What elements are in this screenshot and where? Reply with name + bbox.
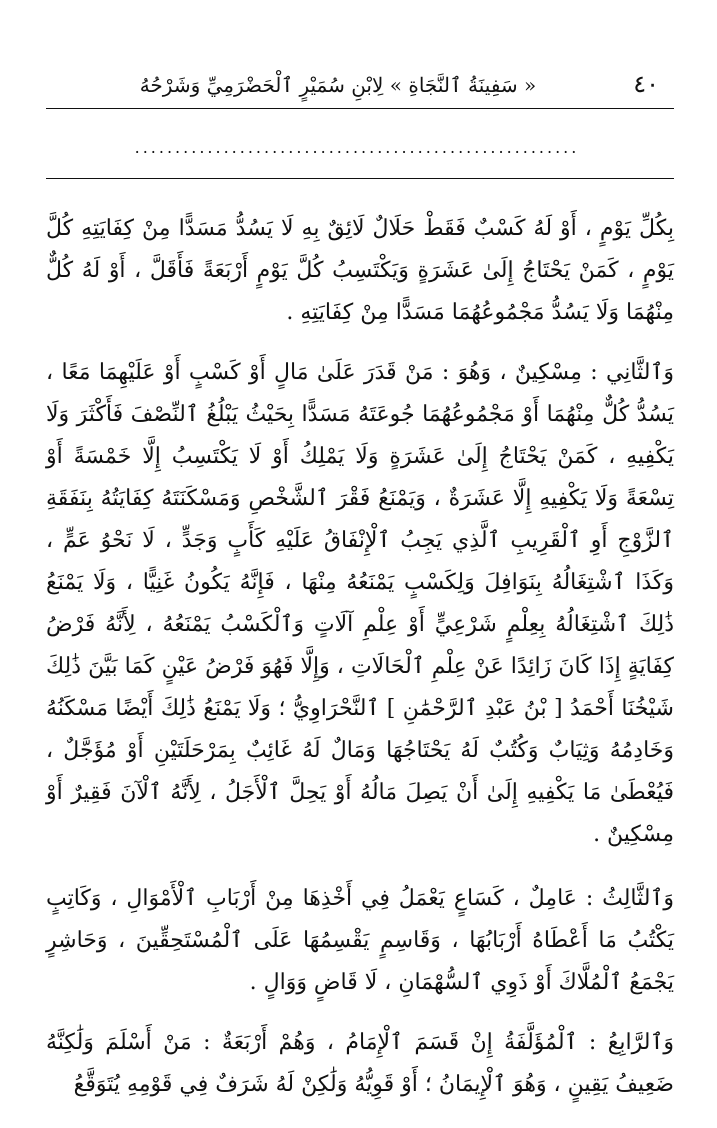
paragraph-fourth-category: وَٱلرَّابِعُ : ٱلْمُؤَلَّفَةُ إِنْ قَسَمَ ٱلْإِمَامُ ، وَهُمْ أَرْبَعَةٌ : مَنْ أَسْلَمَ وَلَٰكِنَّهُ ضَعِيفُ يَقِينٍ ، وَهُوَ ٱلْإِيمَانُ ؛ أَوْ قَوِيُّهُ وَلَٰكِنْ لَهُ شَرَفٌ فِي قَوْمِهِ يُتَوَقَّعُ	[46, 1030, 674, 1097]
paragraph-third-category: وَٱلثَّالِثُ : عَامِلٌ ، كَسَاعٍ يَعْمَلُ فِي أَخْذِهَا مِنْ أَرْبَابِ ٱلْأَمْوَالِ ، وَكَاتِبٍ يَكْتُبُ مَا أَعْطَاهُ أَرْبَابُهَا ، وَقَاسِمٍ يَقْسِمُهَا عَلَى ٱلْمُسْتَحِقِّينَ ، وَحَاشِرٍ يَجْمَعُ ٱلْمُلَّاكَ أَوْ ذَوِي ٱلسُّهْمَانِ ، لَا قَاضٍ وَوَالٍ .	[46, 886, 674, 995]
page-number: ٤٠	[633, 70, 659, 98]
dotted-separator: .......................................................	[134, 140, 580, 156]
text-rule	[46, 178, 674, 179]
paragraph-second-category: وَٱلثَّانِي : مِسْكِينٌ ، وَهُوَ : مَنْ قَدَرَ عَلَىٰ مَالٍ أَوْ كَسْبٍ أَوْ عَلَيْهِمَا مَعًا ، يَسُدُّ كُلٌّ مِنْهُمَا أَوْ مَجْمُوعُهُمَا جُوعَتَهُ مَسَدًّا بِحَيْثُ يَبْلُغُ ٱلنِّصْفَ فَأَكْثَرَ وَلَا يَكْفِيهِ ، كَمَنْ يَحْتَاجُ إِلَىٰ عَشَرَةٍ وَلَا يَمْلِكُ أَوْ لَا يَكْتَسِبُ إِلَّا خَمْسَةً أَوْ تِسْعَةً وَلَا يَكْفِيهِ إِلَّا عَشَرَةٌ ، وَيَمْنَعُ فَقْرَ ٱلشَّخْصِ وَمَسْكَنَتَهُ كِفَايَتُهُ بِنَفَقَةِ ٱلزَّوْجِ أَوِ ٱلْقَرِيبِ ٱلَّذِي يَجِبُ ٱلْإِنْفَاقُ عَلَيْهِ كَأَبٍ وَجَدٍّ ، لَا نَحْوُ عَمٍّ ، وَكَذَا ٱشْتِغَالُهُ بِنَوَافِلَ وَلِكَسْبٍ يَمْنَعُهُ مِنْهَا ، فَإِنَّهُ يَكُونُ غَنِيًّا ، وَلَا يَمْنَعُ ذَٰلِكَ ٱشْتِغَالُهُ بِعِلْمٍ شَرْعِيٍّ أَوْ عِلْمِ آلَاتٍ وَٱلْكَسْبُ يَمْنَعُهُ ، لِأَنَّهُ فَرْضُ كِفَايَةٍ إِذَا كَانَ زَائِدًا عَنْ عِلْمِ ٱلْحَالَاتِ ، وَإِلَّا فَهُوَ فَرْضُ عَيْنٍ كَمَا بَيَّنَ ذَٰلِكَ شَيْخُنَا أَحْمَدُ [ بْنُ عَبْدِ ٱلرَّحْمَٰنِ ] ٱلنَّحْرَاوِيُّ ؛ وَلَا يَمْنَعُ ذَٰلِكَ أَيْضًا مَسْكَنُهُ وَخَادِمُهُ وَثِيَابٌ وَكُتُبٌ لَهُ يَحْتَاجُهَا وَمَالٌ لَهُ غَائِبٌ بِمَرْحَلَتَيْنِ أَوْ مُؤَجَّلٌ ، فَيُعْطَىٰ مَا يَكْفِيهِ إِلَىٰ أَنْ يَصِلَ مَالُهُ أَوْ يَحِلَّ ٱلْأَجَلُ ، لِأَنَّهُ ٱلْآنَ فَقِيرٌ أَوْ مِسْكِينٌ .	[46, 360, 674, 847]
running-title: « سَفِينَةُ ٱلنَّجَاةِ » لِابْنِ سُمَيْرٍ ٱلْحَضْرَمِيِّ وَشَرْحُهُ	[139, 73, 537, 97]
header-rule	[46, 108, 674, 109]
paragraph-continuation: بِكُلِّ يَوْمٍ ، أَوْ لَهُ كَسْبٌ فَقَطْ حَلَالٌ لَائِقٌ بِهِ لَا يَسُدُّ مَسَدًّا مِنْ كِفَايَتِهِ كُلَّ يَوْمٍ ، كَمَنْ يَحْتَاجُ إِلَىٰ عَشَرَةٍ وَيَكْتَسِبُ كُلَّ يَوْمٍ أَرْبَعَةً فَأَقَلَّ ، أَوْ لَهُ كُلٌّ مِنْهُمَا وَلَا يَسُدُّ مَجْمُوعُهُمَا مَسَدًّا مِنْ كِفَايَتِهِ .	[46, 216, 674, 325]
body-text	[46, 208, 674, 1128]
page-header	[58, 68, 659, 108]
